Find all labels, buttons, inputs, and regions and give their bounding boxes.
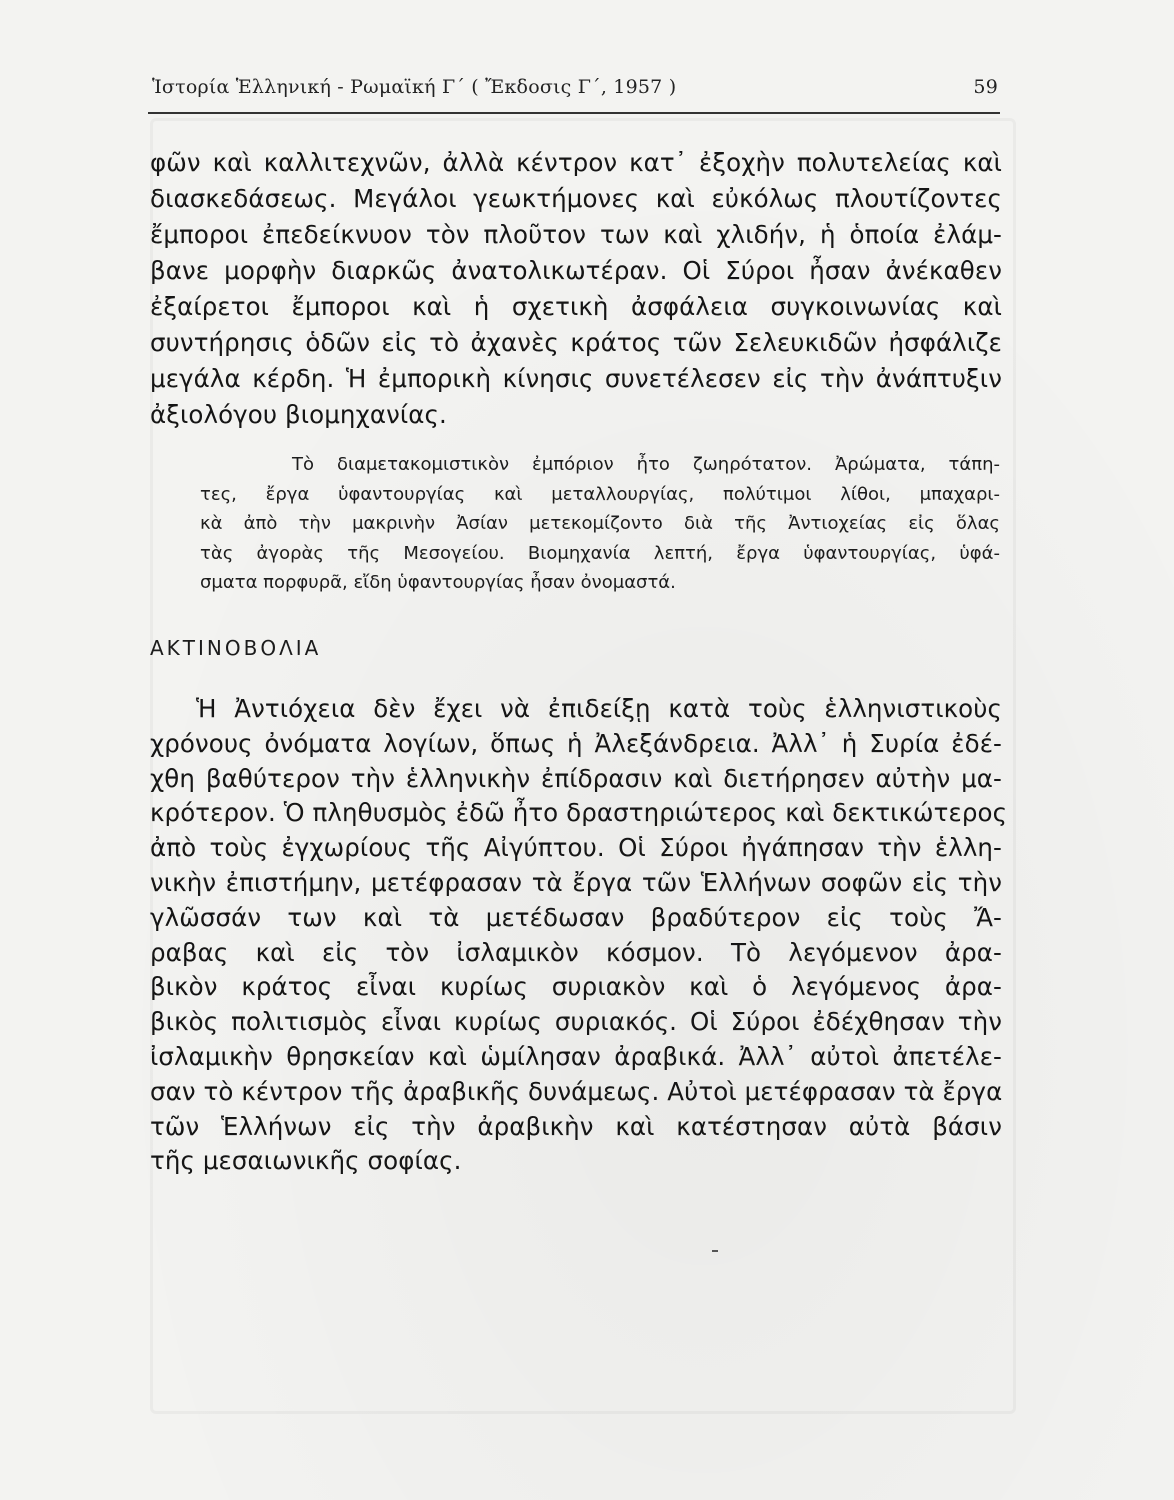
note-line: κὰ ἀπὸ τὴν μακρινὴν Ἀσίαν μετεκομίζοντο διὰ τῆς Ἀντιοχείας εἰς ὅλας: [200, 513, 1000, 534]
note-line: τες, ἔργα ὑφαντουργίας καὶ μεταλλουργίας, πολύτιμοι λίθοι, μπαχαρι-: [200, 483, 1000, 505]
text-line: γλῶσσάν των καὶ τὰ μετέδωσαν βραδύτερον εἰς τοὺς Ἄ-: [150, 902, 1002, 932]
text-line: βανε μορφὴν διαρκῶς ἀνατολικωτέραν. Οἱ Σύροι ἦσαν ἀνέκαθεν: [150, 256, 1002, 285]
text-line: κρότερον. Ὁ πληθυσμὸς ἐδῶ ἦτο δραστηριώτερος καὶ δεκτικώτερος: [150, 798, 1008, 828]
note-line: σματα πορφυρᾶ, εἴδη ὑφαντουργίας ἦσαν ὀνομαστά.: [200, 572, 676, 593]
text-line: χθη βαθύτερον τὴν ἑλληνικὴν ἐπίδρασιν καὶ διετήρησεν αὐτὴν μα-: [150, 763, 1002, 793]
text-line: βικὸν κράτος εἶναι κυρίως συριακὸν καὶ ὁ λεγόμενος ἀρα-: [150, 972, 1002, 1002]
page-number: 59: [973, 76, 998, 98]
text-line: ἐξαίρετοι ἔμποροι καὶ ἡ σχετικὴ ἀσφάλεια συγκοινωνίας καὶ: [150, 292, 1002, 321]
text-line: διασκεδάσεως. Μεγάλοι γεωκτήμονες καὶ εὐκόλως πλουτίζοντες: [150, 184, 1002, 213]
text-line: ραβας καὶ εἰς τὸν ἰσλαμικὸν κόσμον. Τὸ λεγόμενον ἀρα-: [150, 937, 1002, 967]
running-header: [152, 76, 998, 104]
section-heading: ΑΚΤΙΝΟΒΟΛΙΑ: [150, 636, 322, 660]
text-line: νικὴν ἐπιστήμην, μετέφρασαν τὰ ἔργα τῶν Ἑλλήνων σοφῶν εἰς τὴν: [150, 867, 1002, 897]
header-rule: [148, 112, 1000, 114]
text-line: τῶν Ἑλλήνων εἰς τὴν ἀραβικὴν καὶ κατέστησαν αὐτὰ βάσιν: [150, 1111, 1002, 1141]
stray-mark: [712, 1250, 718, 1252]
text-line: χρόνους ὀνόματα λογίων, ὅπως ἡ Ἀλεξάνδρεια. Ἀλλ᾿ ἡ Συρία ἐδέ-: [150, 728, 1002, 758]
text-line: ἀπὸ τοὺς ἐγχωρίους τῆς Αἰγύπτου. Οἱ Σύροι ἠγάπησαν τὴν ἑλλη-: [150, 833, 1002, 863]
text-line: μεγάλα κέρδη. Ἡ ἐμπορικὴ κίνησις συνετέλεσεν εἰς τὴν ἀνάπτυξιν: [150, 364, 1002, 393]
text-line: φῶν καὶ καλλιτεχνῶν, ἀλλὰ κέντρον κατ᾿ ἐξοχὴν πολυτελείας καὶ: [150, 148, 1002, 177]
text-line: σαν τὸ κέντρον τῆς ἀραβικῆς δυνάμεως. Αὐτοὶ μετέφρασαν τὰ ἔργα: [150, 1076, 1003, 1106]
note-line: Τὸ διαμετακομιστικὸν ἐμπόριον ἦτο ζωηρότατον. Ἀρώματα, τάπη-: [292, 454, 1000, 475]
text-line: τῆς μεσαιωνικῆς σοφίας.: [150, 1146, 462, 1176]
text-line: Ἡ Ἀντιόχεια δὲν ἔχει νὰ ἐπιδείξῃ κατὰ τοὺς ἑλληνιστικοὺς: [196, 694, 1002, 723]
text-line: συντήρησις ὁδῶν εἰς τὸ ἀχανὲς κράτος τῶν Σελευκιδῶν ἠσφάλιζε: [150, 328, 1002, 357]
paragraph-1: [150, 145, 1002, 433]
text-line: ἔμποροι ἐπεδείκνυον τὸν πλοῦτον των καὶ χλιδήν, ἡ ὁποία ἐλάμ-: [150, 220, 1002, 249]
text-line: ἰσλαμικὴν θρησκείαν καὶ ὡμίλησαν ἀραβικά. Ἀλλ᾿ αὐτοὶ ἀπετέλε-: [150, 1041, 1002, 1071]
paragraph-2: [150, 692, 1008, 1179]
note-paragraph: [200, 450, 1000, 598]
note-line: τὰς ἀγορὰς τῆς Μεσογείου. Βιομηχανία λεπτή, ἔργα ὑφαντουργίας, ὑφά-: [200, 542, 1000, 564]
running-title: Ἱστορία Ἑλληνική - Ρωμαϊκή Γ΄ ( Ἔκδοσις Γ΄, 1957 ): [152, 76, 677, 98]
text-line: ἀξιολόγου βιομηχανίας.: [150, 400, 447, 429]
text-line: βικὸς πολιτισμὸς εἶναι κυρίως συριακός. Οἱ Σύροι ἐδέχθησαν τὴν: [150, 1007, 1002, 1037]
